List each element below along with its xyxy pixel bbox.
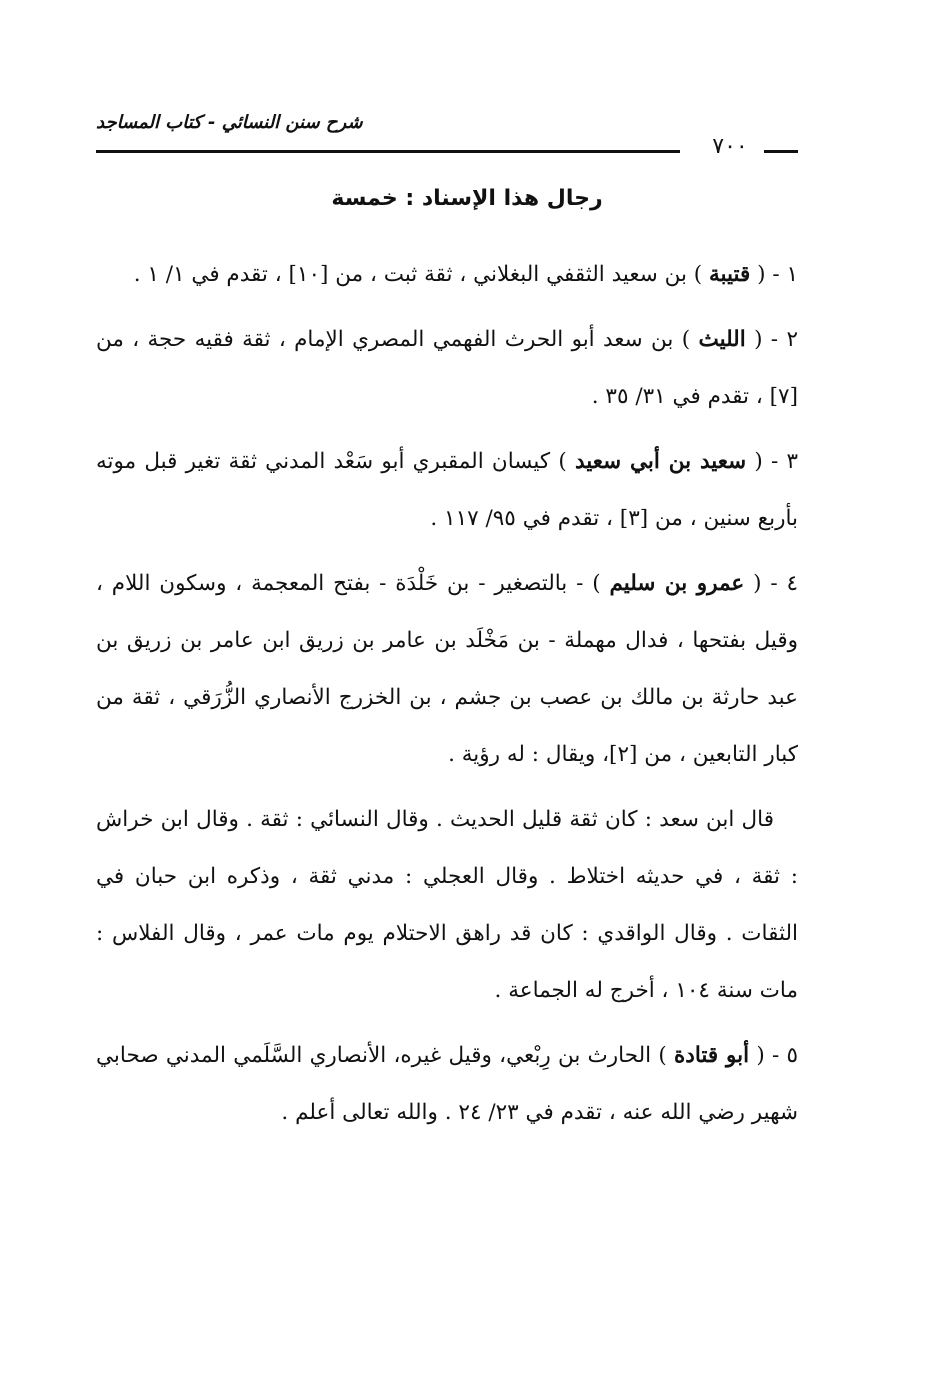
narrator-name: عمرو بن سليم [609, 571, 745, 596]
entry-text: ) الحارث بن رِبْعي، وقيل غيره، الأنصاري السَّلَمي المدني صحابي شهير رضي الله عنه ، تقدم في ٢٣/ ٢٤ . والله تعالى أعلم . [96, 1043, 798, 1125]
narrator-entry [96, 246, 798, 303]
entry-text: ) كيسان المقبري أبو سَعْد المدني ثقة تغير قبل موته بأربع سنين ، من [٣] ، تقدم في ٩٥/ ١١٧ . [96, 449, 798, 531]
narrator-entry [96, 433, 798, 547]
header-rule-left [96, 150, 680, 153]
narrator-entry [96, 555, 798, 783]
narrator-entry [96, 1027, 798, 1141]
entry-text: ) - بالتصغير - بن خَلْدَة - بفتح المعجمة ، وسكون اللام ، وقيل بفتحها ، فدال مهملة - بن مَخْلَد بن عامر بن زريق ابن عامر بن زريق بن عبد حارثة بن مالك بن عصب بن جشم ، بن الخزرج الأنصاري الزُّرَقي ، ثقة من كبار التابعين ، من [٢]، ويقال : له رؤية . [96, 571, 798, 767]
entry-number: ٤ - ( [744, 571, 799, 596]
entry-text: ) بن سعيد الثقفي البغلاني ، ثقة ثبت ، من [١٠] ، تقدم في ١/ ١ . [133, 262, 709, 287]
page-number: ٧٠٠ [712, 134, 748, 159]
running-header-title: شرح سنن النسائي - كتاب المساجد [96, 112, 363, 133]
page-body [96, 246, 798, 1149]
entry-number: ٢ - ( [745, 327, 798, 352]
header-rule-right [764, 150, 798, 153]
narrator-entry [96, 311, 798, 425]
narrator-name: قتيبة [709, 262, 751, 287]
narrator-name: أبو قتادة [673, 1043, 750, 1068]
entry-number: ٣ - ( [746, 449, 798, 474]
narrator-name: سعيد بن أبي سعيد [574, 449, 747, 474]
commentary-paragraph: قال ابن سعد : كان ثقة قليل الحديث . وقال النسائي : ثقة . وقال ابن خراش : ثقة ، في حديثه اختلاط . وقال العجلي : مدني ثقة ، وذكره ابن حبان في الثقات . وقال الواقدي : كان قد راهق الاحتلام يوم مات عمر ، وقال الفلاس : مات سنة ١٠٤ ، أخرج له الجماعة . [96, 807, 798, 1003]
narrator-name: الليث [698, 327, 746, 352]
entry-text: ) بن سعد أبو الحرث الفهمي المصري الإمام ، ثقة فقيه حجة ، من [٧] ، تقدم في ٣١/ ٣٥ . [96, 327, 798, 409]
entry-number: ١ - ( [750, 262, 798, 287]
section-title: رجال هذا الإسناد : خمسة [331, 186, 603, 211]
entry-number: ٥ - ( [749, 1043, 799, 1068]
